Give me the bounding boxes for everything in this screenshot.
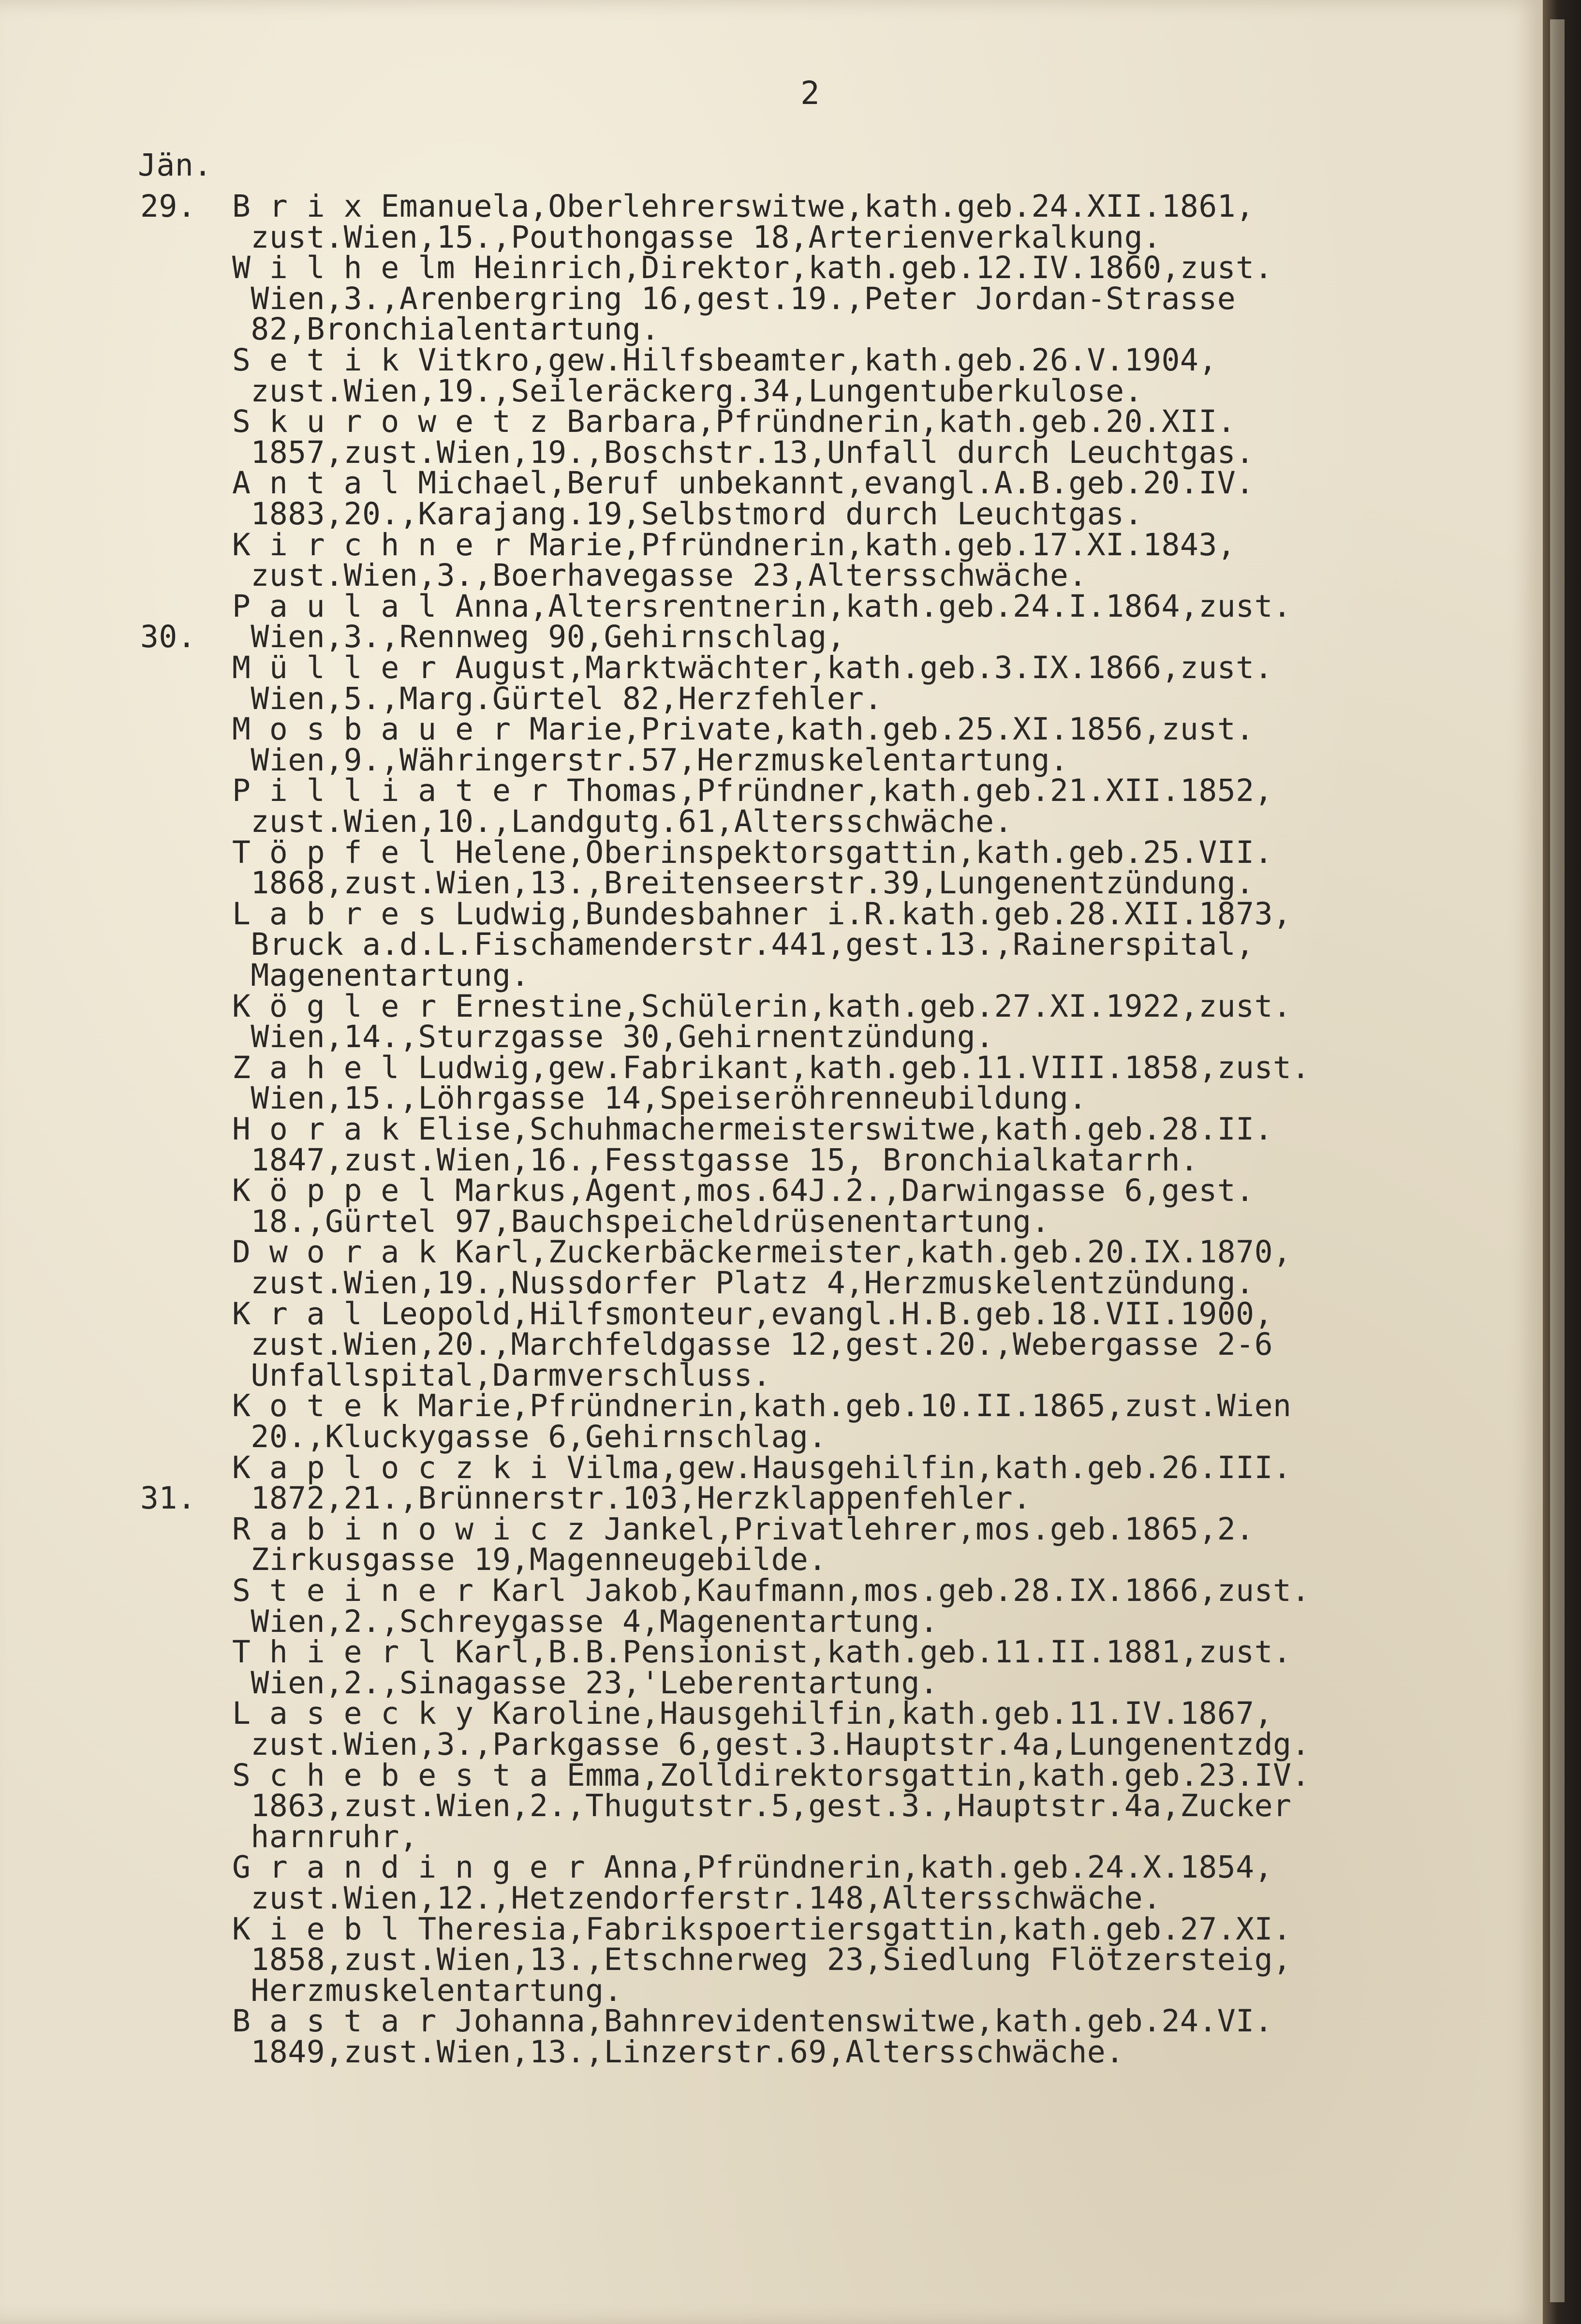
entry-line: Magenentartung. [232,958,530,993]
entry-line: T h i e r l Karl,B.B.Pensionist,kath.geb.11.II.1881,zust. [232,1634,1292,1670]
entry-line: harnruhr, [232,1819,418,1854]
entry-line: zust.Wien,12.,Hetzendorferstr.148,Altersschwäche. [232,1880,1162,1916]
entry-line: K a p l o c z k i Vilma,gew.Hausgehilfin,kath.geb.26.III. [232,1450,1292,1485]
entry-line: T ö p f e l Helene,Oberinspektorsgattin,kath.geb.25.VII. [232,834,1273,870]
entry-line: K r a l Leopold,Hilfsmonteur,evangl.H.B.geb.18.VII.1900, [232,1296,1273,1332]
entry-line: zust.Wien,19.,Seileräckerg.34,Lungentuberkulose. [232,373,1143,409]
entry-line: 1863,zust.Wien,2.,Thugutstr.5,gest.3.,Hauptstr.4a,Zucker [232,1788,1292,1824]
entry-line: M o s b a u e r Marie,Private,kath.geb.25.XI.1856,zust. [232,711,1255,747]
entry-line: B r i x Emanuela,Oberlehrerswitwe,kath.geb.24.XII.1861, [232,189,1255,224]
entry-line: zust.Wien,19.,Nussdorfer Platz 4,Herzmuskelentzündung. [232,1265,1255,1301]
date-label: 29. [140,189,196,224]
entry-line: 1849,zust.Wien,13.,Linzerstr.69,Altersschwäche. [232,2034,1124,2070]
entry-line: 1858,zust.Wien,13.,Etschnerweg 23,Siedlung Flötzersteig, [232,1942,1292,1978]
entry-line: Wien,9.,Währingerstr.57,Herzmuskelentartung. [232,742,1069,778]
entry-line: zust.Wien,15.,Pouthongasse 18,Arterienverkalkung. [232,219,1162,255]
entry-line: Wien,2.,Sinagasse 23,'Leberentartung. [232,1665,939,1701]
entry-line: S k u r o w e t z Barbara,Pfründnerin,kath.geb.20.XII. [232,404,1236,440]
entry-line: Wien,5.,Marg.Gürtel 82,Herzfehler. [232,681,883,716]
entry-line: R a b i n o w i c z Jankel,Privatlehrer,mos.geb.1865,2. [232,1511,1255,1547]
entry-line: 1883,20.,Karajang.19,Selbstmord durch Leuchtgas. [232,496,1143,532]
entry-line: Herzmuskelentartung. [232,1972,623,2008]
entry-line: 82,Bronchialentartung. [232,311,660,347]
entry-line: 1872,21.,Brünnerstr.103,Herzklappenfehler. [232,1480,1032,1516]
entry-line: Bruck a.d.L.Fischamenderstr.441,gest.13.,Rainerspital, [232,927,1255,962]
entry-line: G r a n d i n g e r Anna,Pfründnerin,kath.geb.24.X.1854, [232,1850,1273,1885]
entry-line: Wien,2.,Schreygasse 4,Magenentartung. [232,1603,939,1639]
entry-line: S e t i k Vitkro,gew.Hilfsbeamter,kath.geb.26.V.1904, [232,342,1217,378]
entry-line: 1868,zust.Wien,13.,Breitenseerstr.39,Lungenentzündung. [232,865,1255,901]
entry-line: Wien,3.,Arenbergring 16,gest.19.,Peter Jordan-Strasse [232,281,1236,316]
entry-line: S c h e b e s t a Emma,Zolldirektorsgattin,kath.geb.23.IV. [232,1757,1310,1793]
entry-line: M ü l l e r August,Marktwächter,kath.geb.3.IX.1866,zust. [232,650,1273,685]
entry-line: zust.Wien,20.,Marchfeldgasse 12,gest.20.,Webergasse 2-6 [232,1327,1273,1362]
entry-line: D w o r a k Karl,Zuckerbäckermeister,kath.geb.20.IX.1870, [232,1234,1292,1270]
entry-line: Wien,14.,Sturzgasse 30,Gehirnentzündung. [232,1019,994,1055]
entry-line: 20.,Kluckygasse 6,Gehirnschlag. [232,1419,827,1454]
next-page-edge [1550,19,1565,2302]
entry-line: zust.Wien,3.,Parkgasse 6,gest.3.Hauptstr.4a,Lungenentzdg. [232,1727,1310,1762]
entry-line: B a s t a r Johanna,Bahnrevidentenswitwe,kath.geb.24.VI. [232,2003,1273,2039]
date-label: 30. [140,619,196,655]
entry-line: P a u l a l Anna,Altersrentnerin,kath.geb.24.I.1864,zust. [232,588,1292,624]
entry-line: 18.,Gürtel 97,Bauchspeicheldrüsenentartung. [232,1203,1050,1239]
entry-line: Unfallspital,Darmverschluss. [232,1357,771,1393]
entry-line: K i r c h n e r Marie,Pfründnerin,kath.geb.17.XI.1843, [232,527,1236,562]
month-label: Jän. [138,148,212,183]
entry-line: L a s e c k y Karoline,Hausgehilfin,kath.geb.11.IV.1867, [232,1696,1273,1732]
entry-line: Z a h e l Ludwig,gew.Fabrikant,kath.geb.11.VIII.1858,zust. [232,1050,1310,1085]
date-label: 31. [140,1480,196,1516]
entry-line: K i e b l Theresia,Fabrikspoertiersgattin,kath.geb.27.XI. [232,1911,1292,1947]
entry-line: P i l l i a t e r Thomas,Pfründner,kath.geb.21.XII.1852, [232,773,1273,809]
entry-line: H o r a k Elise,Schuhmachermeisterswitwe,kath.geb.28.II. [232,1111,1273,1147]
entry-line: zust.Wien,3.,Boerhavegasse 23,Altersschwäche. [232,558,1087,593]
entry-line: A n t a l Michael,Beruf unbekannt,evangl.A.B.geb.20.IV. [232,465,1255,501]
entry-line: K o t e k Marie,Pfründnerin,kath.geb.10.II.1865,zust.Wien [232,1388,1292,1424]
entry-line: Wien,15.,Löhrgasse 14,Speiseröhrenneubildung. [232,1081,1087,1116]
entry-line: K ö g l e r Ernestine,Schülerin,kath.geb.27.XI.1922,zust. [232,988,1292,1024]
entry-line: zust.Wien,10.,Landgutg.61,Altersschwäche. [232,804,1013,839]
page-number: 2 [800,74,820,112]
entry-line: Zirkusgasse 19,Magenneugebilde. [232,1542,827,1578]
entry-line: 1857,zust.Wien,19.,Boschstr.13,Unfall durch Leuchtgas. [232,434,1255,470]
entry-line: 1847,zust.Wien,16.,Fesstgasse 15, Bronchialkatarrh. [232,1142,1199,1178]
entry-line: K ö p p e l Markus,Agent,mos.64J.2.,Darwingasse 6,gest. [232,1173,1255,1209]
entry-line: L a b r e s Ludwig,Bundesbahner i.R.kath.geb.28.XII.1873, [232,896,1292,932]
entry-line: S t e i n e r Karl Jakob,Kaufmann,mos.geb.28.IX.1866,zust. [232,1573,1310,1608]
entry-line: W i l h e lm Heinrich,Direktor,kath.geb.12.IV.1860,zust. [232,250,1273,286]
entry-line: Wien,3.,Rennweg 90,Gehirnschlag, [232,619,846,655]
